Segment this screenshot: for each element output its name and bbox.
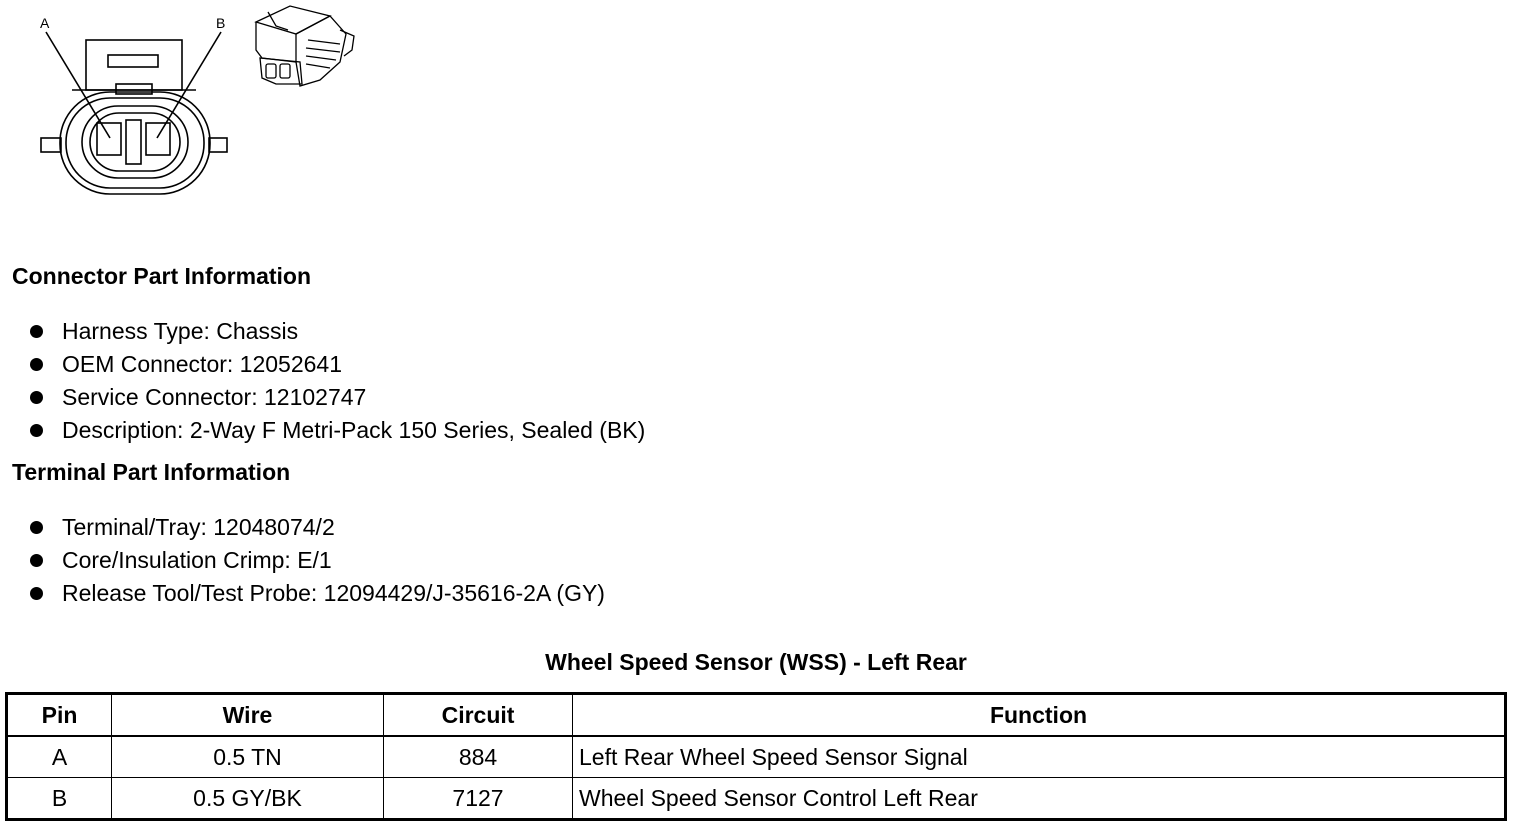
- wire-cell: 0.5 GY/BK: [112, 778, 384, 820]
- connector-diagram: [0, 0, 380, 210]
- bullet-icon: [30, 587, 43, 600]
- table-header-row: [7, 694, 1506, 737]
- bullet-icon: [30, 554, 43, 567]
- column-header-pin: Pin: [7, 694, 112, 737]
- function-cell: Left Rear Wheel Speed Sensor Signal: [573, 736, 1506, 778]
- bullet-icon: [30, 521, 43, 534]
- list-item-text: Description: 2-Way F Metri-Pack 150 Series, Sealed (BK): [62, 417, 646, 443]
- terminal-part-info-list: [28, 511, 605, 610]
- column-header-circuit: Circuit: [384, 694, 573, 737]
- list-item-text: Release Tool/Test Probe: 12094429/J-35616-2A (GY): [62, 580, 605, 606]
- list-item-text: Core/Insulation Crimp: E/1: [62, 547, 332, 573]
- bullet-icon: [30, 358, 43, 371]
- pin-cell: B: [7, 778, 112, 820]
- bullet-icon: [30, 325, 43, 338]
- list-item-text: Harness Type: Chassis: [62, 318, 299, 344]
- list-item: [28, 414, 645, 447]
- terminal-part-info-heading: Terminal Part Information: [12, 459, 291, 485]
- table-row: [7, 778, 1506, 820]
- function-cell: Wheel Speed Sensor Control Left Rear: [573, 778, 1506, 820]
- connector-part-info-heading: Connector Part Information: [12, 263, 312, 289]
- table-title: Wheel Speed Sensor (WSS) - Left Rear: [545, 649, 967, 675]
- table-row: [7, 736, 1506, 778]
- column-header-wire: Wire: [112, 694, 384, 737]
- connector-face-view: [41, 32, 227, 194]
- connector-part-info-list: [28, 315, 645, 447]
- pin-cell: A: [7, 736, 112, 778]
- pin-a-label: A: [40, 15, 50, 31]
- list-item: [28, 511, 605, 544]
- circuit-cell: 884: [384, 736, 573, 778]
- list-item: [28, 348, 645, 381]
- list-item-text: Service Connector: 12102747: [62, 384, 367, 410]
- list-item: [28, 315, 645, 348]
- list-item: [28, 544, 605, 577]
- column-header-function: Function: [573, 694, 1506, 737]
- connector-isometric-view: [256, 6, 354, 86]
- circuit-cell: 7127: [384, 778, 573, 820]
- pinout-table: [5, 692, 1507, 821]
- bullet-icon: [30, 391, 43, 404]
- pin-b-label: B: [216, 15, 226, 31]
- list-item-text: Terminal/Tray: 12048074/2: [62, 514, 335, 540]
- list-item-text: OEM Connector: 12052641: [62, 351, 343, 377]
- bullet-icon: [30, 424, 43, 437]
- list-item: [28, 577, 605, 610]
- wire-cell: 0.5 TN: [112, 736, 384, 778]
- list-item: [28, 381, 645, 414]
